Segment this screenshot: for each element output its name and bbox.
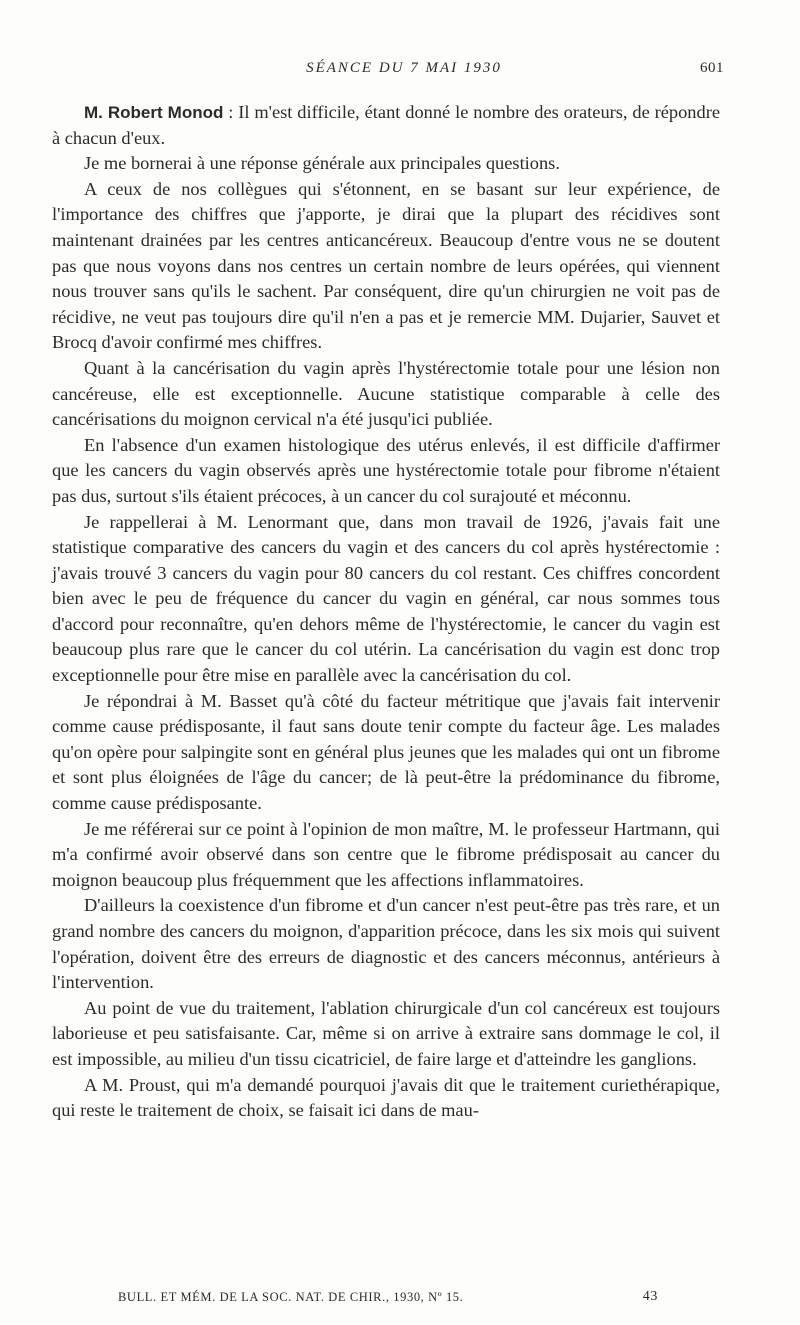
journal-reference: BULL. ET MÉM. DE LA SOC. NAT. DE CHIR., 1930, Nº 15. <box>118 1290 464 1304</box>
footer <box>118 1290 658 1310</box>
paragraph: Je me référerai sur ce point à l'opinion de mon maître, M. le professeur Hartmann, qui m'a confirmé avoir observé dans son centre que le fibrome prédisposait au cancer du moignon beaucoup plus fréquemment que les affections inflammatoires. <box>52 818 720 890</box>
paragraph: Je rappellerai à M. Lenormant que, dans mon travail de 1926, j'avais fait une statistique comparative des cancers du vagin et des cancers du col après hystérectomie : j'avais trouvé 3 cancers du vagin pour 80 cancers du col restant. Ces chiffres concordent bien avec le peu de fréquence du cancer du vagin en général, car nous sommes tous d'accord pour reconnaître, qu'en dehors même de l'hystérectomie, le cancer du vagin est beaucoup plus rare que le cancer du col utérin. La cancérisation du vagin est donc trop exceptionnelle pour être mise en parallèle avec la cancérisation du col. <box>52 511 720 686</box>
sheet-number: 43 <box>642 1289 658 1304</box>
running-head <box>84 60 724 84</box>
paragraph <box>52 100 720 151</box>
paragraph: Je me bornerai à une réponse générale aux principales questions. <box>84 153 560 174</box>
paragraph: D'ailleurs la coexistence d'un fibrome et d'un cancer n'est peut-être pas très rare, et un grand nombre des cancers du moignon, d'apparition précoce, dans les six mois qui suivent l'opération, doivent être des erreurs de diagnostic et des cancers méconnus, antérieurs à l'intervention. <box>52 895 720 993</box>
paragraph: A M. Proust, qui m'a demandé pourquoi j'avais dit que le traitement curiethérapique, qui reste le traitement de choix, se faisait ici dans de mau- <box>52 1074 720 1121</box>
paragraph: Quant à la cancérisation du vagin après l'hystérectomie totale pour une lésion non cancéreuse, elle est exceptionnelle. Aucune statistique comparable à celle des cancérisations du moignon cervical n'a été jusqu'ici publiée. <box>52 357 720 430</box>
paragraph-text: : Il m'est difficile, étant donné le nombre des orateurs, de répondre à chacun d'eux. <box>52 102 720 148</box>
paragraph: Au point de vue du traitement, l'ablation chirurgicale d'un col cancéreux est toujours laborieuse et peu satisfaisante. Car, même si on arrive à extraire sans dommage le col, il est impossible, au milieu d'un tissu cicatriciel, de faire large et d'atteindre les ganglions. <box>52 997 720 1069</box>
paragraph: Je répondrai à M. Basset qu'à côté du facteur métritique que j'avais fait intervenir comme cause prédisposante, il faut sans doute tenir compte du facteur âge. Les malades qu'on opère pour salpingite sont en général plus jeunes que les malades qui ont un fibrome et sont plus éloignées de l'âge du cancer; de là peut-être la prédominance du fibrome, comme cause prédisposante. <box>52 690 720 814</box>
paragraph: En l'absence d'un examen histologique des utérus enlevés, il est difficile d'affirmer que les cancers du vagin observés après une hystérectomie totale pour fibrome n'étaient pas dus, surtout s'ils étaient précoces, à un cancer du col surajouté et méconnu. <box>52 434 720 506</box>
body-text <box>52 100 720 1124</box>
paragraph: A ceux de nos collègues qui s'étonnent, en se basant sur leur expérience, de l'importance des chiffres que j'apporte, je dirai que la plupart des récidives sont maintenant drainées par les centres anticancéreux. Beaucoup d'entre vous ne se doutent pas que nous voyons dans nos centres un certain nombre de leurs opérées, qui viennent nous trouver sans qu'ils le sachent. Par conséquent, dire qu'un chirurgien ne voit pas de récidive, ne veut pas toujours dire qu'il n'en a pas et je remercie MM. Dujarier, Sauvet et Brocq d'avoir confirmé mes chiffres. <box>52 178 720 353</box>
speaker-name: M. Robert Monod <box>84 103 224 122</box>
page-number: 601 <box>700 60 724 76</box>
running-title: SÉANCE DU 7 MAI 1930 <box>306 60 502 76</box>
